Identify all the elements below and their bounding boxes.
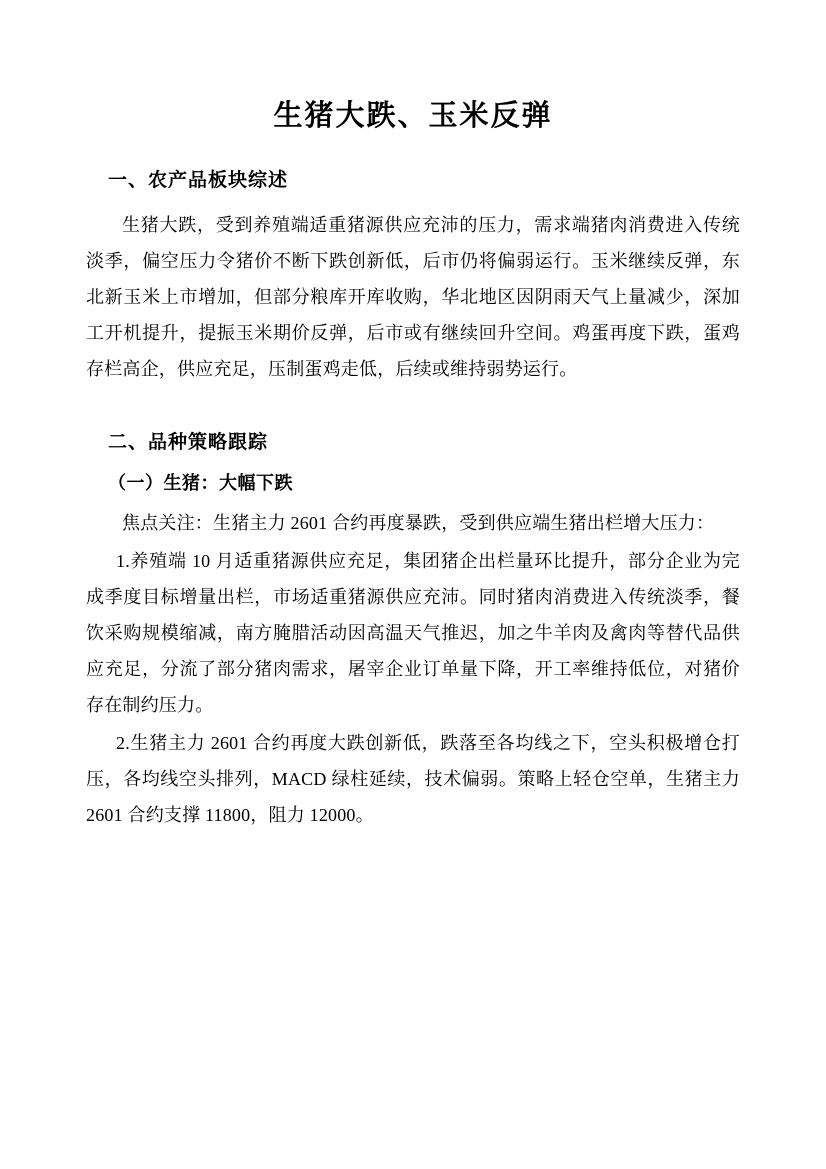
strategy-paragraph-1: 1.养殖端 10 月适重猪源供应充足，集团猪企出栏量环比提升，部分企业为完成季度目标增量出栏，市场适重猪源供应充沛。同时猪肉消费进入传统淡季，餐饮采购规模缩减，南方腌腊活动因高温天气推迟，加之牛羊肉及禽肉等替代品供应充足，分流了部分猪肉需求，屠宰企业订单量下降，开工率维持低位，对猪价存在制约压力。	[86, 550, 740, 715]
overview-paragraph: 生猪大跌，受到养殖端适重猪源供应充沛的压力，需求端猪肉消费进入传统淡季，偏空压力令猪价不断下跌创新低，后市仍将偏弱运行。玉米继续反弹，东北新玉米上市增加，但部分粮库开库收购，华北地区因阴雨天气上量减少，深加工开机提升，提振玉米期价反弹，后市或有继续回升空间。鸡蛋再度下跌，蛋鸡存栏高企，供应充足，压制蛋鸡走低，后续或维持弱势运行。	[86, 215, 740, 380]
page-title: 生猪大跌、玉米反弹	[273, 100, 553, 132]
strategy-paragraph-2: 2.生猪主力 2601 合约再度大跌创新低，跌落至各均线之下，空头积极增仓打压，各均线空头排列，MACD 绿柱延续，技术偏弱。策略上轻仓空单，生猪主力 2601 合约支撑 11800，阻力 12000。	[86, 732, 740, 825]
section-spacer	[86, 389, 740, 429]
subsection-heading-hogs: （一）生猪：大幅下跌	[108, 472, 293, 493]
strategy-paragraph-focus: 焦点关注：生猪主力 2601 合约再度暴跌，受到供应端生猪出栏增大压力：	[122, 512, 715, 533]
section-heading-overview: 一、农产品板块综述	[108, 169, 289, 191]
section-heading-strategy: 二、品种策略跟踪	[108, 432, 269, 454]
